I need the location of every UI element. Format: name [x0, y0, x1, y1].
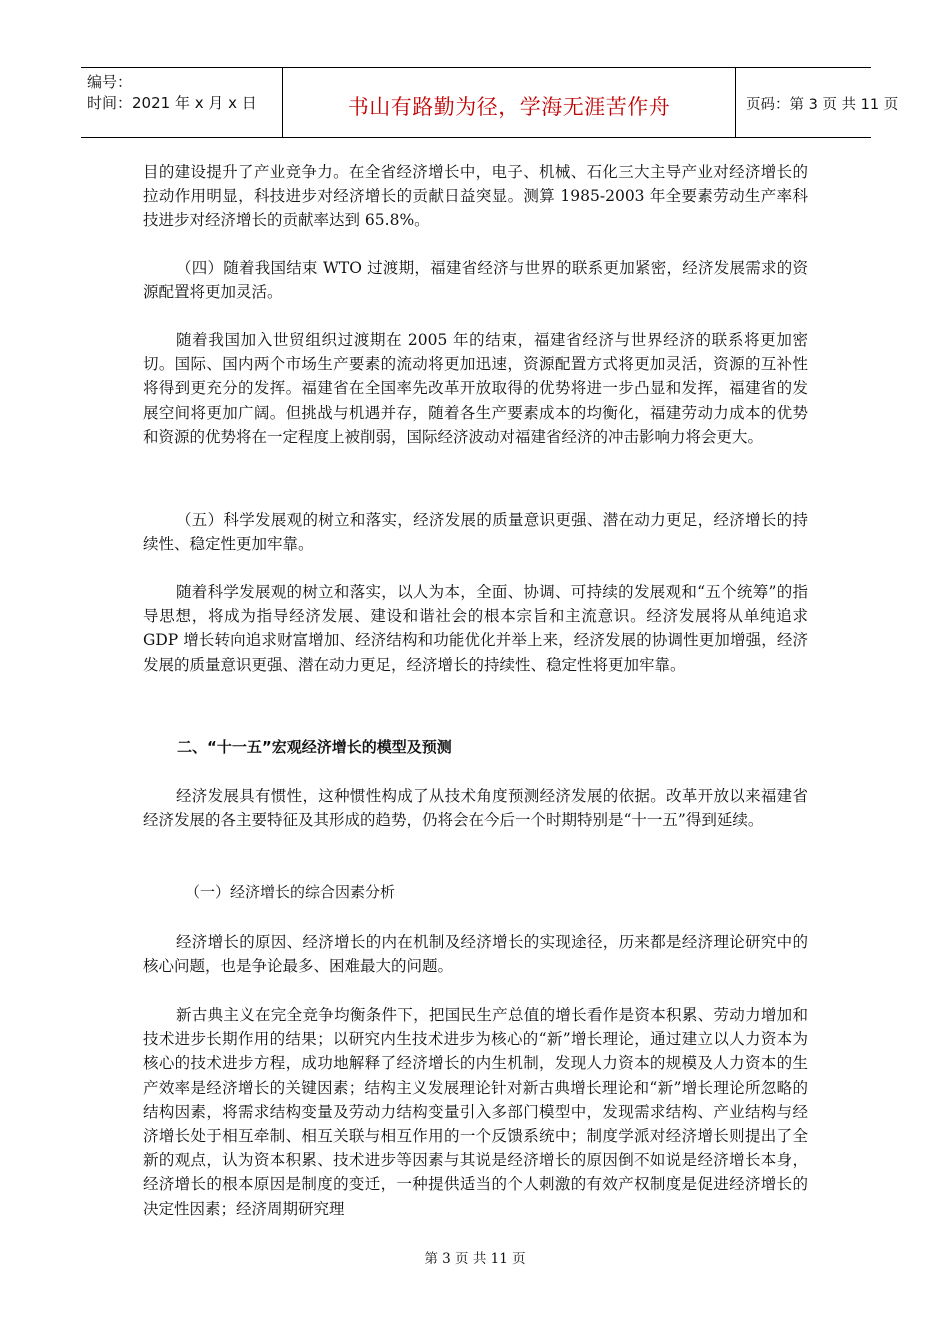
- date-label: 时间：2021 年 x 月 x 日: [87, 94, 257, 112]
- page-info: 页码：第 3 页 共 11 页: [746, 97, 899, 113]
- paragraph-1: 目的建设提升了产业竞争力。在全省经济增长中，电子、机械、石化三大主导产业对经济增长的拉动作用明显，科技进步对经济增长的贡献日益突显。测算 1985-2003 年全要素劳动生产率科技进步对经济增长的贡献率达到 65.8%。: [143, 163, 808, 230]
- number-label: 编号：: [87, 73, 133, 91]
- header-meta-cell: [81, 68, 283, 137]
- page-footer: 第 3 页 共 11 页: [424, 1251, 526, 1267]
- paragraph-6: 经济发展具有惯性，这种惯性构成了从技术角度预测经济发展的依据。改革开放以来福建省经济发展的各主要特征及其形成的趋势，仍将会在今后一个时期特别是“十一五”得到延续。: [143, 787, 808, 830]
- header-page-cell: [736, 68, 899, 137]
- paragraph-5: 随着科学发展观的树立和落实，以人为本，全面、协调、可持续的发展观和“五个统筹”的指导思想，将成为指导经济发展、建设和谐社会的根本宗旨和主流意识。经济发展将从单纯追求 GDP 增长转向追求财富增加、经济结构和功能优化并举上来，经济发展的协调性更加增强，经济发展的质量意识更强、潜在动力更足，经济增长的持续性、稳定性将更加牢靠。: [143, 583, 808, 674]
- section-heading: 二、“十一五”宏观经济增长的模型及预测: [177, 738, 452, 756]
- paragraph-7: 经济增长的原因、经济增长的内在机制及经济增长的实现途径，历来都是经济理论研究中的核心问题，也是争论最多、困难最大的问题。: [143, 933, 808, 976]
- motto: 书山有路勤为径，学海无涯苦作舟: [347, 95, 671, 119]
- paragraph-2: （四）随着我国结束 WTO 过渡期，福建省经济与世界的联系更加紧密，经济发展需求的资源配置将更加灵活。: [143, 259, 808, 302]
- paragraph-3: 随着我国加入世贸组织过渡期在 2005 年的结束，福建省经济与世界经济的联系将更加密切。国际、国内两个市场生产要素的流动将更加迅速，资源配置方式将更加灵活，资源的互补性将得到更充分的发挥。福建省在全国率先改革开放取得的优势将进一步凸显和发挥，福建省的发展空间将更加广阔。但挑战与机遇并存，随着各生产要素成本的均衡化，福建劳动力成本的优势和资源的优势将在一定程度上被削弱，国际经济波动对福建省经济的冲击影响力将会更大。: [143, 331, 808, 446]
- header-motto-cell: [283, 68, 736, 137]
- paragraph-4: （五）科学发展观的树立和落实，经济发展的质量意识更强、潜在动力更足，经济增长的持续性、稳定性更加牢靠。: [143, 511, 808, 554]
- subsection-heading: （一）经济增长的综合因素分析: [185, 883, 396, 901]
- paragraph-8: 新古典主义在完全竞争均衡条件下，把国民生产总值的增长看作是资本积累、劳动力增加和技术进步长期作用的结果；以研究内生技术进步为核心的“新”增长理论，通过建立以人力资本为核心的技术进步方程，成功地解释了经济增长的内生机制，发现人力资本的规模及人力资本的生产效率是经济增长的关键因素；结构主义发展理论针对新古典增长理论和“新”增长理论所忽略的结构因素，将需求结构变量及劳动力结构变量引入多部门模型中，发现需求结构、产业结构与经济增长处于相互牵制、相互关联与相互作用的一个反馈系统中；制度学派对经济增长则提出了全新的观点，认为资本积累、技术进步等因素与其说是经济增长的原因倒不如说是经济增长本身，经济增长的根本原因是制度的变迁，一种提供适当的个人刺激的有效产权制度是促进经济增长的决定性因素；经济周期研究理: [143, 1006, 808, 1218]
- header-table: [81, 67, 899, 138]
